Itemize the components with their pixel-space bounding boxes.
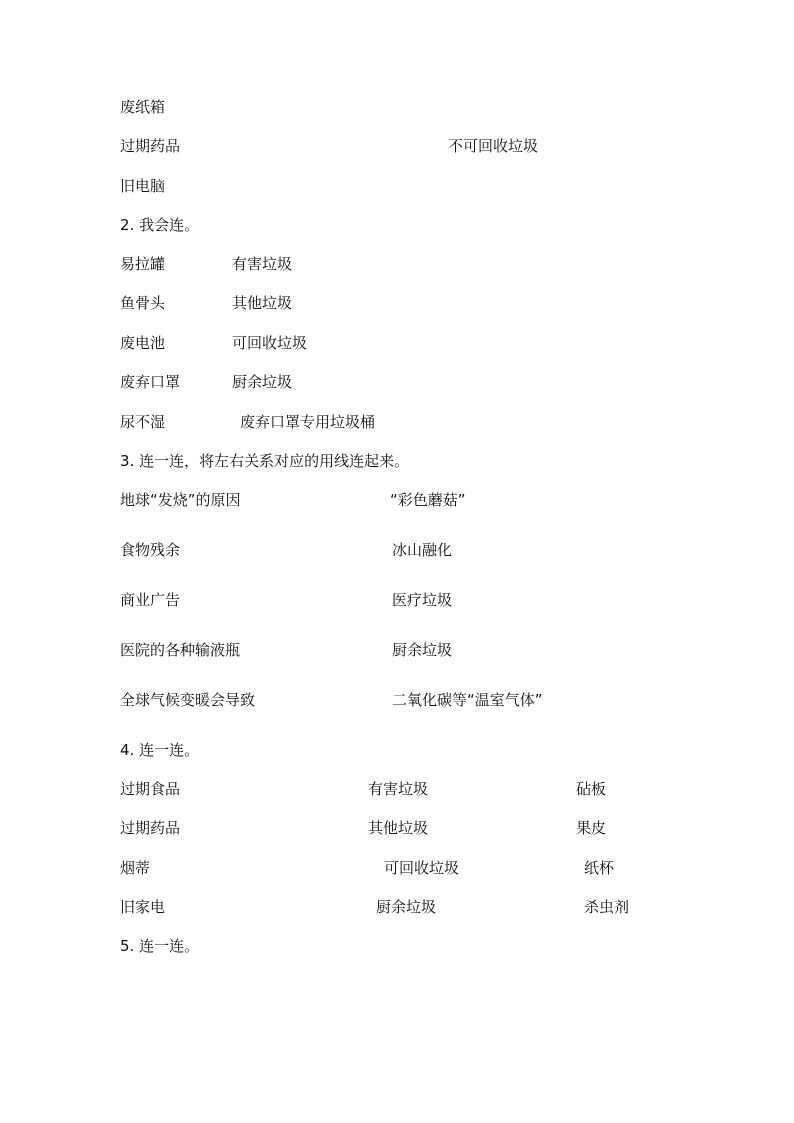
s2-right-item-4: 厨余垃圾 xyxy=(232,373,293,391)
s1-right-item: 不可回收垃圾 xyxy=(448,137,539,155)
s2-right-item-2: 其他垃圾 xyxy=(232,294,293,312)
s2-left-item-2: 鱼骨头 xyxy=(120,294,166,312)
s4-right-item-3: 纸杯 xyxy=(584,859,615,877)
s4-right-item-2: 果皮 xyxy=(576,819,607,837)
s2-right-item-3: 可回收垃圾 xyxy=(232,334,308,352)
s3-right-item-1: “彩色蘑菇” xyxy=(390,491,466,509)
s2-left-item-1: 易拉罐 xyxy=(120,255,166,273)
s4-heading: 4. 连一连。 xyxy=(120,741,200,759)
s3-left-item-1: 地球“发烧”的原因 xyxy=(120,491,241,509)
s4-left-item-1: 过期食品 xyxy=(120,780,181,798)
s1-left-item-3: 旧电脑 xyxy=(120,177,166,195)
s4-left-item-2: 过期药品 xyxy=(120,819,181,837)
s4-right-item-1: 砧板 xyxy=(576,780,607,798)
s2-right-item-5: 废弃口罩专用垃圾桶 xyxy=(240,413,376,431)
s2-left-item-5: 尿不湿 xyxy=(120,413,166,431)
s4-middle-item-3: 可回收垃圾 xyxy=(384,859,460,877)
s2-right-item-1: 有害垃圾 xyxy=(232,255,293,273)
s1-left-item-1: 废纸箱 xyxy=(120,98,166,116)
s3-left-item-5: 全球气候变暖会导致 xyxy=(120,691,256,709)
s3-right-item-4: 厨余垃圾 xyxy=(392,641,453,659)
s3-right-item-3: 医疗垃圾 xyxy=(392,591,453,609)
s1-left-item-2: 过期药品 xyxy=(120,137,181,155)
s5-heading: 5. 连一连。 xyxy=(120,937,200,955)
s4-left-item-3: 烟蒂 xyxy=(120,859,151,877)
s2-left-item-3: 废电池 xyxy=(120,334,166,352)
s3-left-item-4: 医院的各种输液瓶 xyxy=(120,641,241,659)
s4-middle-item-4: 厨余垃圾 xyxy=(376,898,437,916)
s4-right-item-4: 杀虫剂 xyxy=(584,898,630,916)
s4-middle-item-2: 其他垃圾 xyxy=(368,819,429,837)
s3-heading: 3. 连一连，将左右关系对应的用线连起来。 xyxy=(120,452,410,470)
s4-middle-item-1: 有害垃圾 xyxy=(368,780,429,798)
s3-right-item-2: 冰山融化 xyxy=(392,541,453,559)
s3-left-item-2: 食物残余 xyxy=(120,541,181,559)
s2-left-item-4: 废弃口罩 xyxy=(120,373,181,391)
s3-right-item-5: 二氧化碳等“温室气体” xyxy=(392,691,543,709)
s2-heading: 2. 我会连。 xyxy=(120,216,200,234)
s4-left-item-4: 旧家电 xyxy=(120,898,166,916)
s3-left-item-3: 商业广告 xyxy=(120,591,181,609)
